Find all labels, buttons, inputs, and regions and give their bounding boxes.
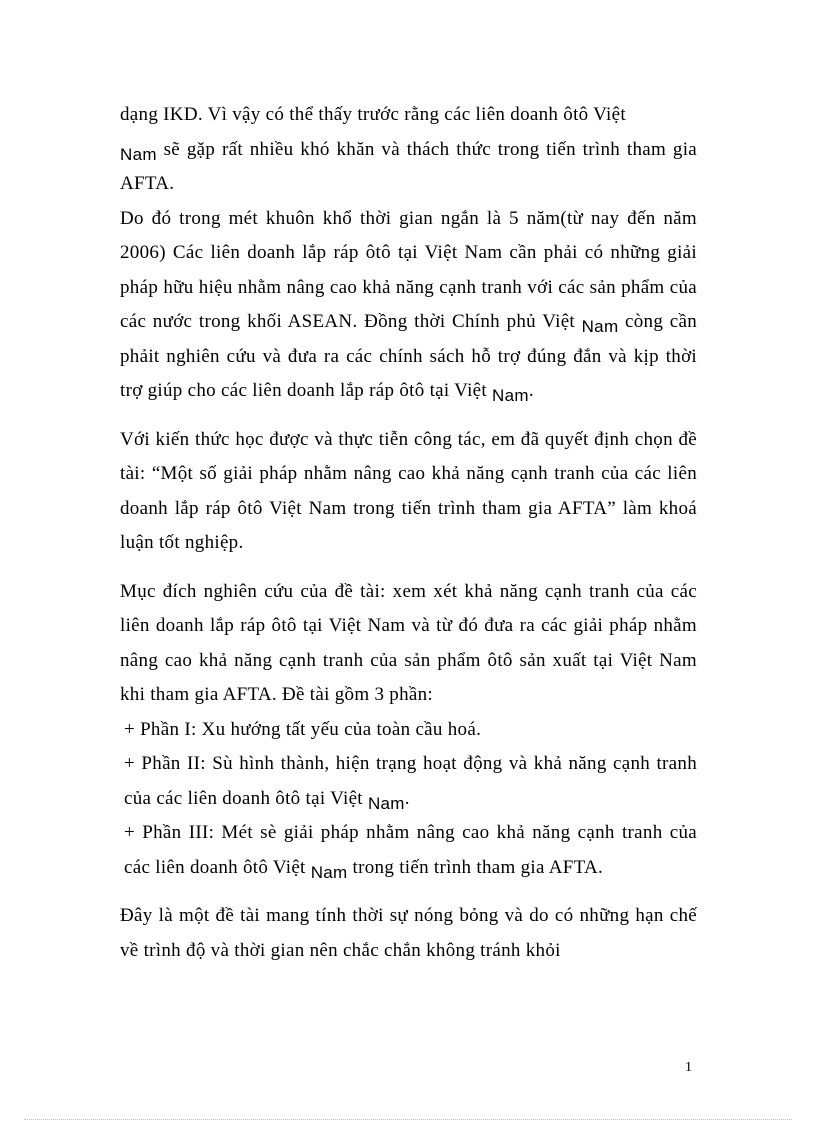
list-item-part3-end: trong tiến trình tham gia AFTA. [347, 856, 604, 878]
page-number: 1 [685, 1060, 692, 1075]
nam-word: Nam [581, 317, 619, 336]
nam-word: Nam [367, 793, 405, 813]
paragraph-timeframe-part1: Do đó trong mét khuôn khổ thời gian ngắn là 5 năm(từ nay đến năm 2006) Các liên doanh lắp ráp ôtô tại Việt Nam cần phải có những giải pháp hữu hiệu nhằm nâng cao khả năng cạnh tranh với các sản phẩm của các nước trong khối ASEAN. Đồng thời Chính phủ Việt [120, 207, 697, 332]
paragraph-intro [120, 98, 697, 202]
paragraph-purpose: Mục đích nghiên cứu của đề tài: xem xét khả năng cạnh tranh của các liên doanh lắp ráp ôtô tại Việt Nam và từ đó đưa ra các giải pháp nhằm nâng cao khả năng cạnh tranh của sản phẩm ôtô sản xuất tại Việt Nam khi tham gia AFTA. Đề tài gồm 3 phần: [120, 580, 697, 705]
paragraph-intro-line2: sẽ gặp rất nhiều khó khăn và thách thức trong tiến trình tham gia AFTA. [120, 138, 697, 194]
list-item-part2-end: . [404, 787, 410, 809]
nam-word: Nam [120, 144, 157, 164]
paragraph-topic: Với kiến thức học được và thực tiễn công tác, em đã quyết định chọn đề tài: “Một số giải pháp nhằm nâng cao khả năng cạnh tranh của các liên doanh lắp ráp ôtô Việt Nam trong tiến trình tham gia AFTA” làm khoá luận tốt nghiệp. [120, 428, 697, 553]
body-text [120, 98, 697, 968]
paragraph-timeframe [120, 202, 697, 409]
list-item-part2 [120, 747, 697, 816]
list-item-part2-text: + Phần II: Sù hình thành, hiện trạng hoạt động và khả năng cạnh tranh của các liên doanh ôtô tại Việt [124, 753, 697, 809]
paragraph-timeframe-part2: còng cần phảit nghiên cứu và đưa ra các chính sách hỗ trợ đúng đắn và kịp thời trợ giúp cho các liên doanh lắp ráp ôtô tại Việt [120, 311, 698, 401]
list-item-part3-text: + Phần III: Mét sè giải pháp nhằm nâng cao khả năng cạnh tranh của các liên doanh ôtô Việt [124, 822, 697, 878]
nam-word: Nam [492, 386, 529, 405]
list-item-part1: + Phần I: Xu hướng tất yếu của toàn cầu hoá. [124, 718, 482, 740]
paragraph-closing: Đây là một đề tài mang tính thời sự nóng bỏng và do có những hạn chế về trình độ và thời gian nên chắc chắn không tránh khỏi [120, 905, 697, 961]
list-item-part3 [120, 816, 697, 885]
paragraph-timeframe-end: . [528, 380, 534, 401]
nam-word: Nam [310, 862, 348, 882]
paragraph-intro-line1: dạng IKD. Vì vậy có thể thấy trước rằng các liên doanh ôtô Việt [120, 104, 626, 125]
page-bottom-divider [24, 1119, 792, 1120]
